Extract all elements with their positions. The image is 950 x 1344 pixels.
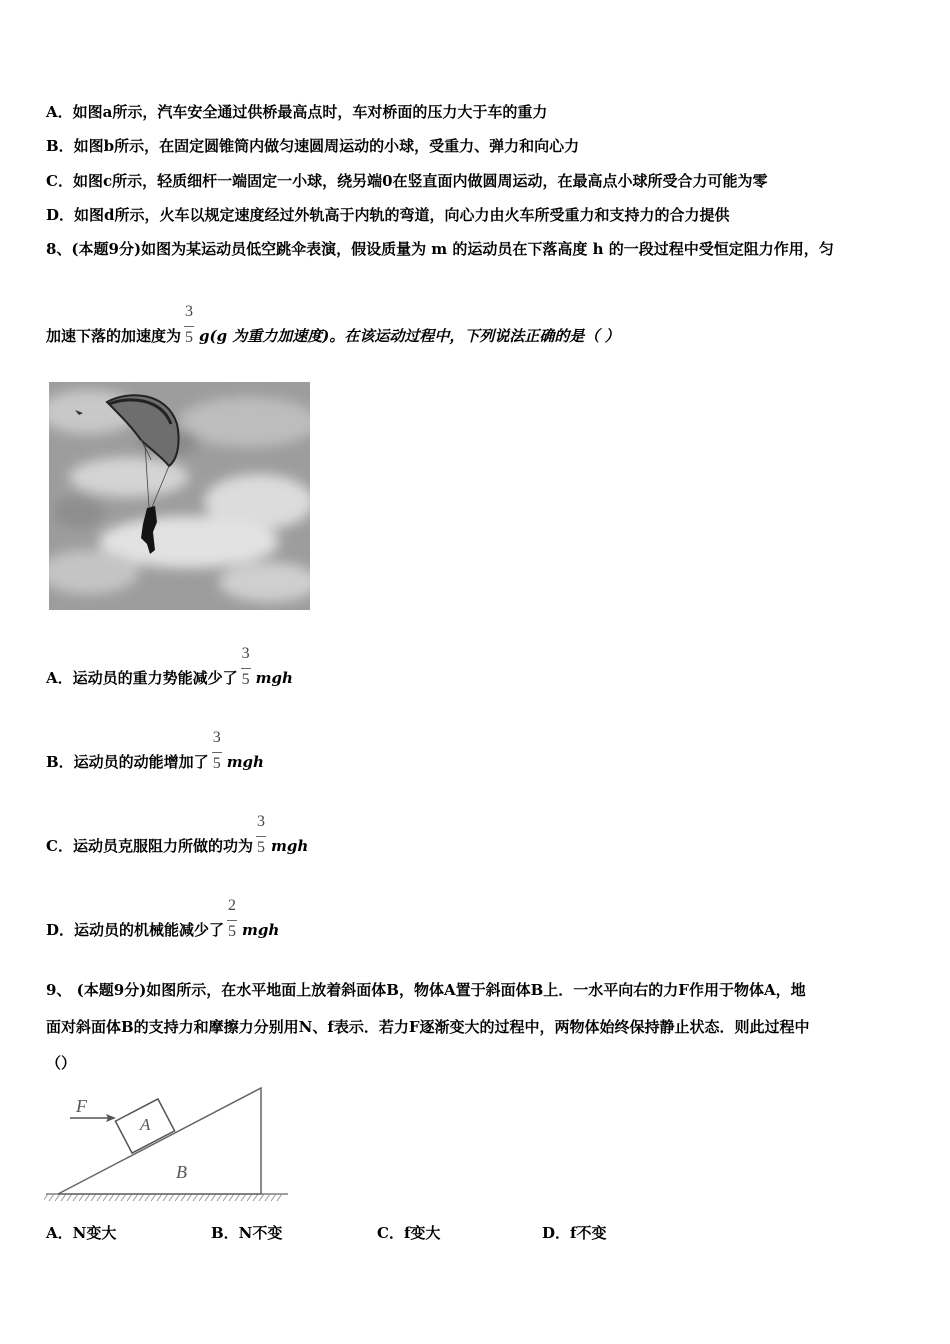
fraction-denominator: 5 [228, 923, 237, 940]
q8-stem-line1: 8、(本题9分)如图为某运动员低空跳伞表演，假设质量为 m 的运动员在下落高度 h 的一段过程中受恒定阻力作用，匀 [46, 240, 834, 258]
q7-option-d: D．如图d所示，火车以规定速度经过外轨高于内轨的弯道，向心力由火车所受重力和支持力的合力提供 [46, 206, 730, 224]
q7-option-b: B．如图b所示，在固定圆锥筒内做匀速圆周运动的小球，受重力、弹力和向心力 [46, 137, 580, 155]
q7-option-a: A．如图a所示，汽车安全通过供桥最高点时，车对桥面的压力大于车的重力 [46, 103, 548, 121]
q9-stem-line3: （） [46, 1054, 77, 1072]
fraction-denominator: 5 [256, 839, 265, 856]
block-a-label: A [140, 1115, 151, 1134]
q9-option-b: B．N不变 [211, 1224, 283, 1242]
q8-stem-suffix: g(g 为重力加速度)。在该运动过程中，下列说法正确的是（ ） [199, 327, 620, 345]
fraction-numerator: 3 [241, 645, 250, 662]
fraction-denominator: 5 [185, 329, 194, 346]
fraction-numerator: 2 [228, 897, 237, 914]
force-f-label: F [76, 1096, 87, 1116]
fraction-numerator: 3 [185, 303, 194, 320]
fraction-denominator: 5 [241, 671, 250, 688]
q9-option-a: A．N变大 [46, 1224, 117, 1242]
fraction-numerator: 3 [256, 813, 265, 830]
q8-option-b-expr: mgh [226, 753, 264, 771]
q8-option-c-fraction [253, 813, 271, 856]
q8-option-a-expr: mgh [255, 669, 293, 687]
fraction-numerator: 3 [212, 729, 221, 746]
q8-stem-prefix: 加速下落的加速度为 [46, 327, 182, 345]
q8-option-b-fraction [209, 729, 227, 772]
q8-option-d-expr: mgh [242, 921, 280, 939]
q9-stem-line2: 面对斜面体B的支持力和摩擦力分别用N、f表示．若力F逐渐变大的过程中，两物体始终保持静止状态．则此过程中 [46, 1018, 810, 1036]
q9-stem-line1: 9、 (本题9分)如图所示，在水平地面上放着斜面体B，物体A置于斜面体B上．一水平向右的力F作用于物体A，地 [46, 981, 806, 999]
ground-hatch-marks [44, 1194, 282, 1201]
q8-option-c-label: C．运动员克服阻力所做的功为 [46, 837, 253, 855]
q8-option-d-label: D．运动员的机械能减少了 [46, 921, 225, 939]
q8-option-b [46, 729, 264, 772]
q8-stem-fraction [181, 303, 199, 346]
q9-option-d: D．f不变 [542, 1224, 607, 1242]
incline-diagram [44, 1082, 290, 1206]
q8-option-a-label: A．运动员的重力势能减少了 [46, 669, 238, 687]
q8-option-c [46, 813, 309, 856]
q8-option-b-label: B．运动员的动能增加了 [46, 753, 209, 771]
q8-option-d-fraction [224, 897, 242, 940]
q8-option-a [46, 645, 293, 688]
q8-option-c-expr: mgh [270, 837, 309, 855]
fraction-denominator: 5 [212, 755, 221, 772]
incline-b-label: B [176, 1162, 187, 1182]
paraglider-photo [49, 382, 310, 610]
q8-option-a-fraction [238, 645, 256, 688]
q9-option-c: C．f变大 [377, 1224, 441, 1242]
q8-option-d [46, 897, 280, 940]
q8-stem-line2 [46, 303, 620, 346]
q7-option-c: C．如图c所示，轻质细杆一端固定一小球，绕另端0在竖直面内做圆周运动，在最高点小球所受合力可能为零 [46, 172, 768, 190]
